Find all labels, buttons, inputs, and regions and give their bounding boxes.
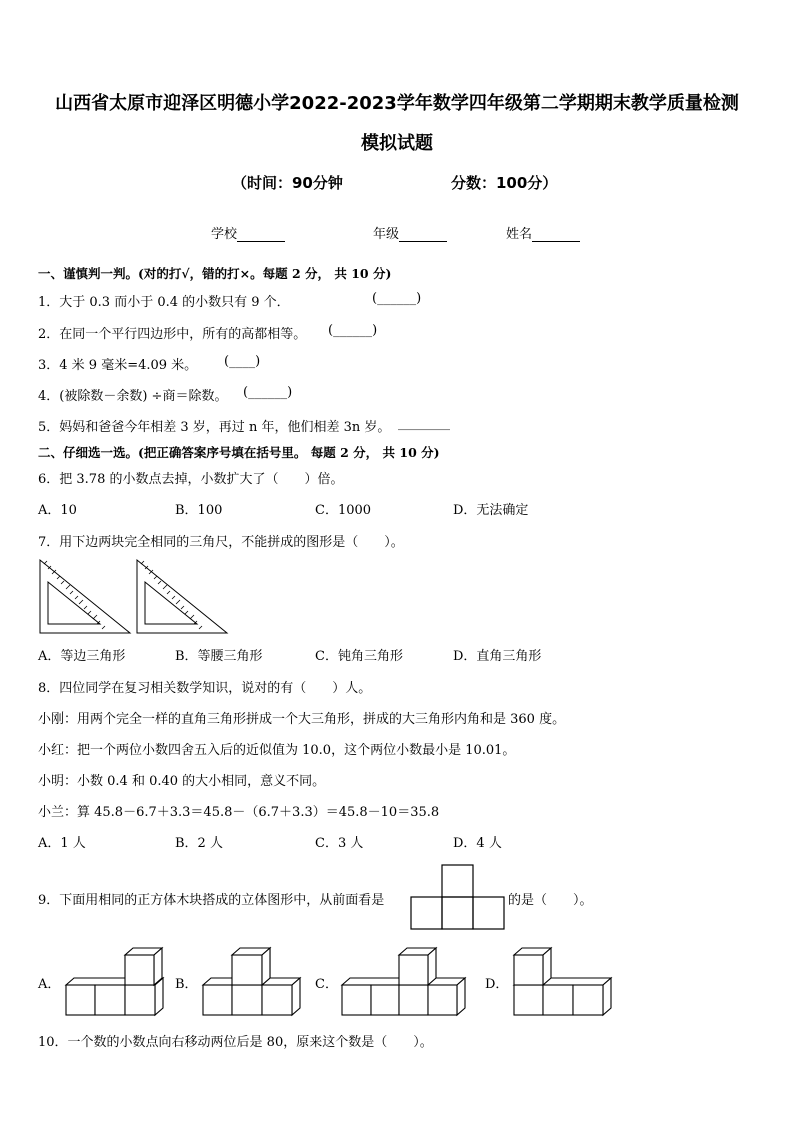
school-blank[interactable] bbox=[237, 241, 285, 242]
q8-option-b[interactable]: B．2 人 bbox=[175, 836, 223, 851]
q8-statement-2: 小红：把一个两位小数四舍五入后的近似值为 10.0，这个两位小数最小是 10.01。 bbox=[38, 743, 516, 758]
question-7: 7．用下边两块完全相同的三角尺，不能拼成的图形是（ ）。 bbox=[38, 535, 404, 550]
q6-option-d[interactable]: D．无法确定 bbox=[453, 503, 529, 518]
answer-bracket-4[interactable]: (______) bbox=[243, 385, 293, 400]
q6-option-c[interactable]: C．1000 bbox=[315, 503, 372, 518]
answer-blank-5[interactable]: ________ bbox=[398, 416, 450, 431]
section1-heading: 一、谨慎判一判。(对的打√，错的打×。每题 2 分， 共 10 分) bbox=[38, 266, 392, 281]
answer-bracket-2[interactable]: (______) bbox=[328, 323, 378, 338]
section2-heading: 二、仔细选一选。(把正确答案序号填在括号里。 每题 2 分， 共 10 分) bbox=[38, 445, 440, 460]
q7-option-a[interactable]: A．等边三角形 bbox=[38, 649, 126, 664]
school-field[interactable] bbox=[211, 223, 285, 242]
question-2: 2．在同一个平行四边形中，所有的高都相等。 bbox=[38, 327, 307, 342]
q7-option-c[interactable]: C．钝角三角形 bbox=[315, 649, 403, 664]
question-9-part1: 9．下面用相同的正方体木块搭成的立体图形中，从前面看是 bbox=[38, 893, 385, 908]
cube-figure-b bbox=[203, 940, 313, 1020]
question-5: 5．妈妈和爸爸今年相差 3 岁，再过 n 年，他们相差 3n 岁。 bbox=[38, 420, 391, 435]
q7-option-b[interactable]: B．等腰三角形 bbox=[175, 649, 263, 664]
grade-blank[interactable] bbox=[399, 241, 447, 242]
question-1: 1．大于 0.3 而小于 0.4 的小数只有 9 个． bbox=[38, 295, 290, 310]
q7-option-d[interactable]: D．直角三角形 bbox=[453, 649, 542, 664]
answer-bracket-1[interactable]: (______) bbox=[372, 291, 422, 306]
grade-label: 年级 bbox=[373, 227, 400, 242]
question-10: 10．一个数的小数点向右移动两位后是 80，原来这个数是（ ）。 bbox=[38, 1035, 433, 1050]
time-label: （时间：90分钟 bbox=[232, 174, 343, 192]
grade-field[interactable] bbox=[373, 223, 447, 242]
q8-option-a[interactable]: A．1 人 bbox=[38, 836, 86, 851]
q8-option-c[interactable]: C．3 人 bbox=[315, 836, 364, 851]
school-label: 学校 bbox=[211, 227, 238, 242]
set-square-right bbox=[137, 560, 227, 633]
paper-title-line2: 模拟试题 bbox=[361, 133, 433, 154]
q8-option-d[interactable]: D．4 人 bbox=[453, 836, 502, 851]
cube-figure-c bbox=[342, 940, 472, 1020]
front-view-figure bbox=[410, 864, 506, 930]
q6-option-b[interactable]: B．100 bbox=[175, 503, 223, 518]
name-label: 姓名 bbox=[506, 227, 533, 242]
q9-option-a[interactable]: A． bbox=[38, 977, 61, 992]
cube-figure-a bbox=[66, 940, 176, 1020]
q9-option-b[interactable]: B． bbox=[175, 977, 198, 992]
q8-statement-1: 小刚：用两个完全一样的直角三角形拼成一个大三角形，拼成的大三角形内角和是 360 度。 bbox=[38, 712, 566, 727]
answer-bracket-3[interactable]: (____) bbox=[224, 354, 261, 369]
name-blank[interactable] bbox=[532, 241, 580, 242]
question-4: 4．(被除数－余数) ÷商＝除数。 bbox=[38, 389, 228, 404]
q9-option-d[interactable]: D． bbox=[485, 977, 509, 992]
score-label: 分数：100分） bbox=[451, 174, 558, 192]
question-3: 3．4 米 9 毫米=4.09 米。 bbox=[38, 358, 198, 373]
q9-option-c[interactable]: C． bbox=[315, 977, 338, 992]
name-field[interactable] bbox=[506, 223, 580, 242]
question-8: 8．四位同学在复习相关数学知识，说对的有（ ）人。 bbox=[38, 681, 372, 696]
q8-statement-3: 小明：小数 0.4 和 0.40 的大小相同，意义不同。 bbox=[38, 774, 326, 789]
question-6: 6．把 3.78 的小数点去掉，小数扩大了（ ）倍。 bbox=[38, 472, 344, 487]
q6-option-a[interactable]: A．10 bbox=[38, 503, 77, 518]
set-square-left bbox=[40, 560, 130, 633]
paper-title-line1: 山西省太原市迎泽区明德小学2022-2023学年数学四年级第二学期期末教学质量检测 bbox=[55, 93, 739, 114]
q8-statement-4: 小兰：算 45.8－6.7＋3.3＝45.8－（6.7＋3.3）＝45.8－10＝35.8 bbox=[38, 805, 440, 820]
cube-figure-d bbox=[514, 940, 624, 1020]
set-square-pair-figure bbox=[38, 558, 238, 636]
question-9-part2: 的是（ ）。 bbox=[508, 893, 593, 908]
